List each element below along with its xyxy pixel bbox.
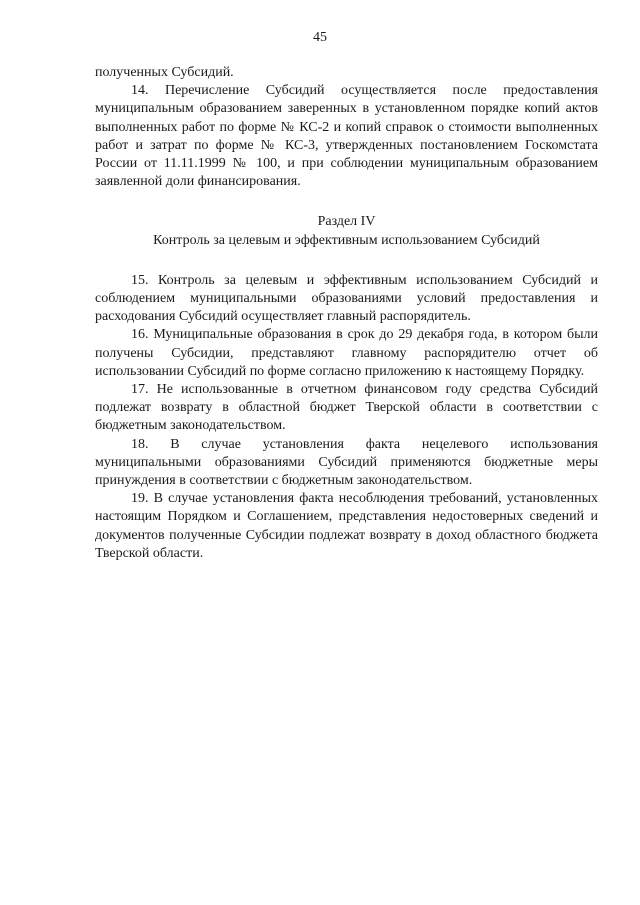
paragraph-14: 14. Перечисление Субсидий осуществляется после предоставления муниципальным образованием заверенных в установленном порядке копий актов выполненных работ по форме № КС-2 и копий справок о стоимости выполненных работ и затрат по форме № КС-3, утвержденных постановлением Госкомстата России от 11.11.1999 № 100, и при соблюдении муниципальным образованием заявленной доли финансирования. <box>95 83 598 190</box>
paragraph-continuation: полученных Субсидий. <box>95 65 234 80</box>
paragraph-16: 16. Муниципальные образования в срок до 29 декабря года, в котором были получены Субсидии, представляют главному распорядителю отчет об использовании Субсидий по форме согласно приложению к настоящему Порядку. <box>95 327 598 379</box>
section-title: Раздел IV <box>317 214 376 230</box>
paragraph-19: 19. В случае установления факта несоблюдения требований, установленных настоящим Порядком и Соглашением, представления недостоверных сведений и документов полученные Субсидии подлежат возврату в доход областного бюджета Тверской области. <box>95 491 598 561</box>
paragraph-15: 15. Контроль за целевым и эффективным использованием Субсидий и соблюдением муниципальными образованиями условий предоставления и расходования Субсидий осуществляет главный распорядитель. <box>95 272 598 325</box>
paragraph-18: 18. В случае установления факта нецелевого использования муниципальными образованиями Субсидий применяются бюджетные меры принуждения в соответствии с бюджетным законодательством. <box>95 436 598 489</box>
section-subtitle: Контроль за целевым и эффективным использованием Субсидий <box>153 232 540 248</box>
document-body <box>95 64 598 563</box>
page-number: 45 <box>313 30 327 45</box>
paragraph-17: 17. Не использованные в отчетном финансовом году средства Субсидий подлежат возврату в областной бюджет Тверской области в соответствии с бюджетным законодательством. <box>95 382 598 434</box>
